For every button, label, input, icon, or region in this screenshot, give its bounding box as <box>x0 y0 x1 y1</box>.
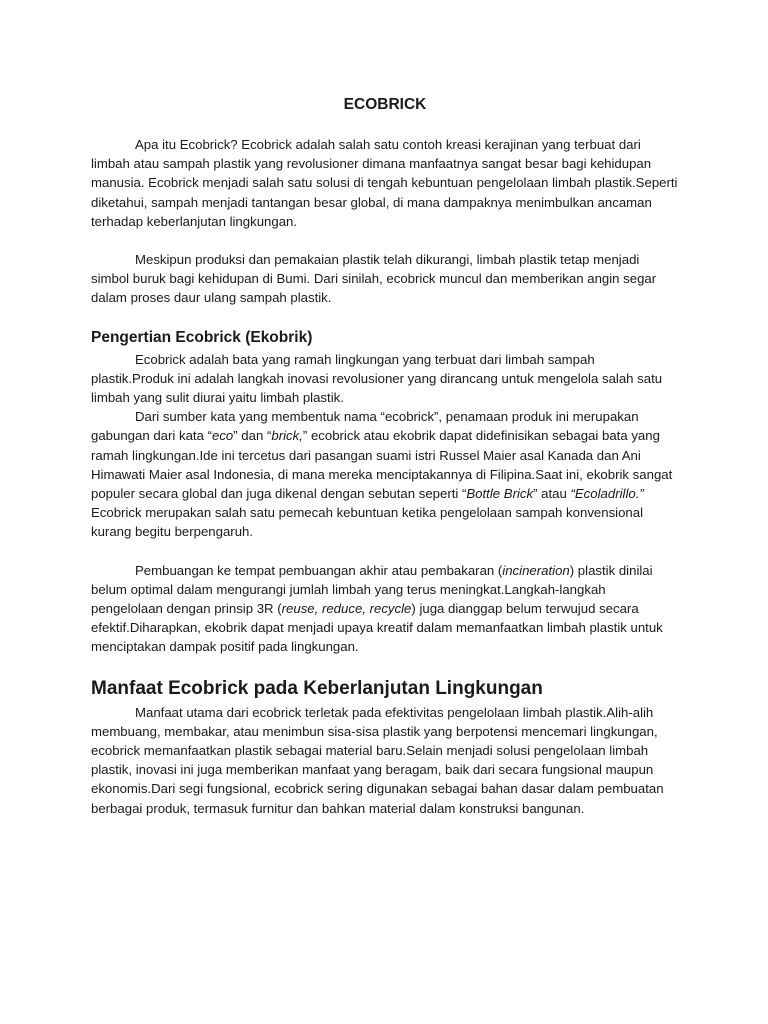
italic-term-ecoladrillo: “Ecoladrillo.” <box>570 486 644 502</box>
intro-paragraph-2: Meskipun produksi dan pemakaian plastik telah dikurangi, limbah plastik tetap menjadi simbol buruk bagi kehidupan di Bumi. Dari sinilah, ecobrick muncul dan memberikan angin segar dalam proses daur ulang sampah plastik. <box>91 252 657 306</box>
italic-term-incineration: incineration <box>502 562 570 578</box>
text-run: ” atau <box>533 486 571 502</box>
paragraph-spacer <box>91 308 679 318</box>
italic-term-eco: eco <box>211 428 234 444</box>
text-run: ) plastik dinilai belum optimal dalam mengurangi jumlah limbah yang terus meningkat.Langkah-langkah pengelolaan dengan prinsip 3R ( <box>91 562 653 617</box>
section-heading-manfaat: Manfaat Ecobrick pada Keberlanjutan Lingkungan <box>91 677 543 699</box>
document-title: ECOBRICK <box>343 96 427 113</box>
italic-term-brick: brick, <box>271 428 303 444</box>
italic-term-bottle-brick: Bottle Brick <box>466 486 534 502</box>
section-heading-pengertian: Pengertian Ecobrick (Ekobrik) <box>91 328 313 346</box>
paragraph-spacer <box>91 542 679 561</box>
text-run: Ecobrick merupakan salah satu pemecah kebuntuan ketika pengelolaan sampah konvensional kurang begitu berpengaruh. <box>91 505 644 540</box>
pengertian-paragraph-2 <box>91 407 679 541</box>
text-run: Pembuangan ke tempat pembuangan akhir atau pembakaran ( <box>135 562 503 578</box>
document-page <box>91 95 679 818</box>
text-run: Dari sumber kata yang membentuk nama “ecobrick”, penamaan produk ini merupakan gabungan dari kata “ <box>91 409 639 444</box>
italic-term-3r: reuse, reduce, recycle <box>281 601 412 617</box>
paragraph-spacer <box>91 657 679 667</box>
pengertian-paragraph-3 <box>91 561 679 657</box>
paragraph-spacer <box>91 231 679 250</box>
manfaat-paragraph-1: Manfaat utama dari ecobrick terletak pada efektivitas pengelolaan limbah plastik.Alih-alih membuang, membakar, atau menimbun sisa-sisa plastik yang berpotensi mencemari lingkungan, ecobrick memanfaatkan plastik sebagai material baru.Selain menjadi solusi pengelolaan limbah plastik, inovasi ini juga memberikan manfaat yang beragam, baik dari secara fungsional maupun ekonomis.Dari segi fungsional, ecobrick sering digunakan sebagai bahan dasar dalam pembuatan berbagai produk, termasuk furnitur dan bahkan material dalam konstruksi bangunan. <box>91 704 664 816</box>
text-run: ” dan “ <box>233 428 272 444</box>
pengertian-paragraph-1: Ecobrick adalah bata yang ramah lingkungan yang terbuat dari limbah sampah plastik.Produk ini adalah langkah inovasi revolusioner yang dirancang untuk mengelola salah satu limbah yang sulit diurai yaitu limbah plastik. <box>91 351 663 406</box>
text-run: ) juga dianggap belum terwujud secara efektif.Diharapkan, ekobrik dapat menjadi upaya kreatif dalam memanfaatkan limbah plastik untuk menciptakan dampak positif pada lingkungan. <box>91 601 663 655</box>
text-run: ” ecobrick atau ekobrik dapat didefinisikan sebagai bata yang ramah lingkungan.Ide ini tercetus dari pasangan suami istri Russel Maier asal Kanada dan Ani Himawati Maier asal Indonesia, di mana mereka menciptakannya di Filipina.Saat ini, ekobrik sangat populer secara global dan juga dikenal dengan sebutan seperti “ <box>91 428 673 502</box>
intro-paragraph-1: Apa itu Ecobrick? Ecobrick adalah salah satu contoh kreasi kerajinan yang terbuat dari limbah atau sampah plastik yang revolusioner dimana manfaatnya sangat besar bagi kehidupan manusia. Ecobrick menjadi salah satu solusi di tengah kebuntuan pengelolaan limbah plastik.Seperti diketahui, sampah menjadi tantangan besar global, di mana dampaknya menimbulkan ancaman terhadap keberlanjutan lingkungan. <box>91 137 678 229</box>
